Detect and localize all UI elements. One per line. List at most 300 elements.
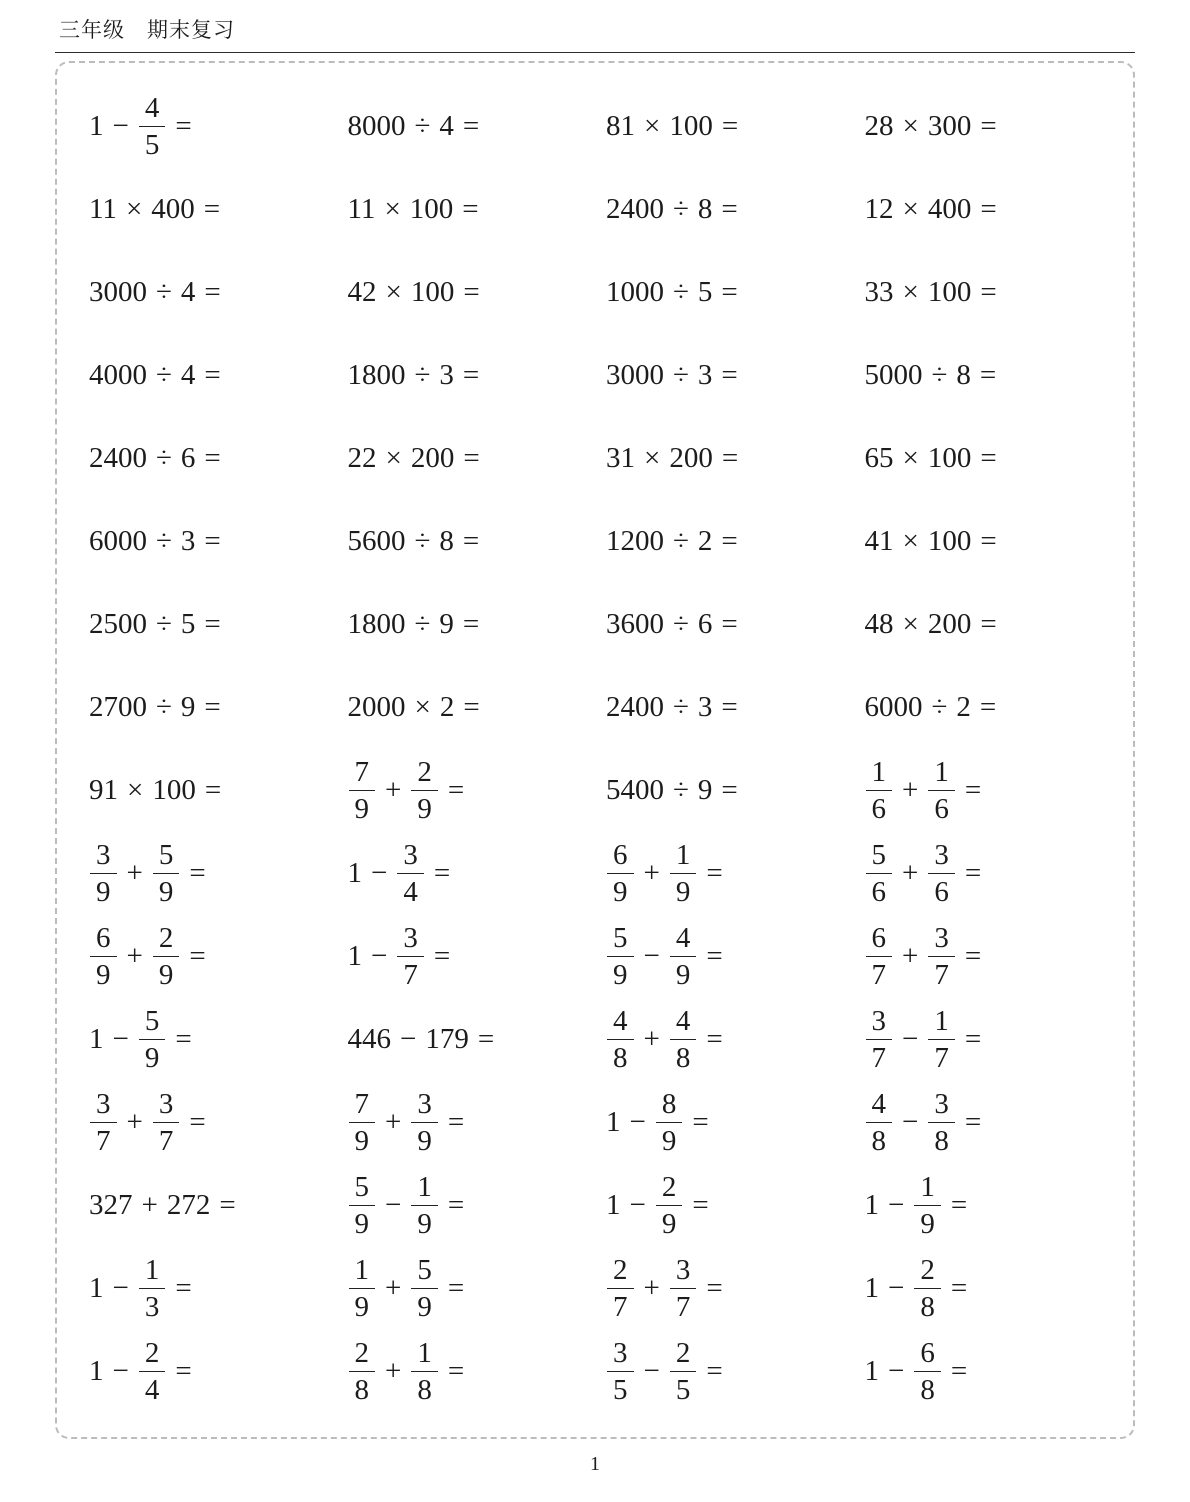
equals-sign: = (721, 276, 738, 308)
number: 4000 (89, 359, 147, 391)
equals-sign: = (189, 1106, 206, 1138)
fraction-denominator: 6 (871, 876, 886, 908)
number: 33 (864, 276, 894, 308)
fraction-numerator: 2 (670, 1337, 697, 1372)
fraction-denominator: 5 (144, 129, 160, 161)
fraction-denominator: 9 (96, 876, 111, 908)
problem (348, 835, 451, 913)
problem (89, 1333, 192, 1411)
number: 1 (89, 1355, 104, 1387)
fraction (411, 1088, 438, 1158)
fraction (928, 839, 955, 909)
number: 4 (180, 276, 196, 308)
number: 1 (347, 940, 362, 972)
fraction-numerator: 1 (928, 1005, 955, 1040)
equals-sign: = (463, 691, 480, 723)
problem (89, 918, 206, 996)
operator: + (385, 774, 402, 806)
equals-sign: = (219, 1189, 236, 1221)
operator: ÷ (156, 608, 172, 640)
equals-sign: = (204, 359, 221, 391)
fraction-denominator: 9 (354, 1291, 369, 1323)
number: 12 (864, 193, 894, 225)
number: 11 (89, 193, 117, 225)
equals-sign: = (463, 442, 480, 474)
number: 2400 (89, 442, 147, 474)
operator: − (112, 1272, 129, 1304)
fraction-numerator: 8 (656, 1088, 683, 1123)
problem (89, 521, 221, 562)
number: 42 (347, 276, 377, 308)
fraction-numerator: 1 (411, 1171, 438, 1206)
equals-sign: = (979, 359, 997, 391)
page-number: 1 (590, 1453, 600, 1475)
problem (89, 687, 221, 728)
problem (606, 1084, 709, 1162)
fraction (928, 1088, 955, 1158)
number: 2000 (347, 691, 406, 723)
number: 6 (697, 608, 713, 640)
problem (348, 1167, 465, 1245)
equals-sign: = (721, 691, 738, 723)
fraction-numerator: 2 (349, 1337, 376, 1372)
problem (348, 521, 480, 562)
equals-sign: = (462, 525, 480, 557)
equals-sign: = (721, 774, 738, 806)
problem (865, 1084, 982, 1162)
operator: ÷ (414, 525, 431, 557)
number: 2400 (606, 193, 664, 225)
fraction-numerator: 3 (411, 1088, 438, 1123)
fraction (914, 1254, 941, 1324)
equals-sign: = (980, 110, 997, 142)
header-title: 三年级 期末复习 (59, 18, 235, 42)
fraction (153, 839, 180, 909)
number: 3 (697, 359, 713, 391)
fraction (866, 1005, 893, 1075)
number: 2 (956, 691, 971, 723)
number: 272 (166, 1189, 211, 1221)
operator: ÷ (673, 359, 689, 391)
equals-sign: = (433, 857, 451, 889)
number: 48 (864, 608, 894, 640)
equals-sign: = (964, 857, 982, 889)
operator: + (643, 1023, 660, 1055)
problem (606, 355, 738, 396)
number: 3000 (89, 276, 147, 308)
number: 28 (864, 110, 894, 142)
fraction-numerator: 3 (153, 1088, 180, 1123)
number: 5400 (606, 774, 664, 806)
fraction-numerator: 2 (914, 1254, 941, 1289)
fraction (139, 1254, 166, 1324)
fraction-denominator: 9 (661, 1125, 677, 1157)
fraction-numerator: 3 (928, 922, 955, 957)
fraction-numerator: 1 (914, 1171, 941, 1206)
operator: − (371, 857, 388, 889)
equals-sign: = (204, 276, 221, 308)
fraction-denominator: 9 (417, 1125, 432, 1157)
equals-sign: = (189, 857, 206, 889)
operator: ÷ (414, 608, 431, 640)
operator: ÷ (156, 359, 172, 391)
fraction (90, 839, 117, 909)
fraction (139, 92, 166, 162)
problem (865, 272, 997, 313)
equals-sign: = (204, 525, 221, 557)
fraction-denominator: 9 (613, 876, 628, 908)
problem (865, 1001, 982, 1079)
fraction-denominator: 9 (661, 1208, 677, 1240)
operator: ÷ (414, 110, 431, 142)
fraction-numerator: 3 (397, 922, 424, 957)
equals-sign: = (950, 1355, 968, 1387)
fraction (914, 1337, 941, 1407)
fraction-denominator: 9 (96, 959, 111, 991)
fraction-denominator: 9 (354, 1125, 369, 1157)
problem (348, 752, 465, 830)
fraction-numerator: 7 (349, 1088, 376, 1123)
fraction-denominator: 8 (920, 1374, 935, 1406)
problem (348, 438, 480, 479)
equals-sign: = (950, 1272, 968, 1304)
fraction-denominator: 9 (920, 1208, 935, 1240)
problem (606, 770, 738, 811)
number: 200 (927, 608, 972, 640)
fraction-numerator: 4 (607, 1005, 634, 1040)
fraction-numerator: 1 (928, 756, 955, 791)
operator: × (385, 442, 402, 474)
fraction-numerator: 5 (866, 839, 893, 874)
fraction-numerator: 1 (411, 1337, 438, 1372)
problem (606, 1333, 723, 1411)
number: 100 (410, 276, 455, 308)
problem (865, 355, 997, 396)
operator: − (888, 1355, 905, 1387)
number: 1 (89, 110, 104, 142)
operator: − (400, 1023, 417, 1055)
fraction (411, 1171, 438, 1241)
operator: × (644, 442, 661, 474)
number: 1 (606, 1189, 621, 1221)
problem (89, 189, 220, 230)
problem (89, 770, 221, 811)
equals-sign: = (706, 1023, 723, 1055)
problem (89, 1250, 192, 1328)
equals-sign: = (721, 608, 738, 640)
fraction (670, 922, 697, 992)
number: 1 (89, 1023, 104, 1055)
number: 2400 (606, 691, 664, 723)
fraction-numerator: 5 (607, 922, 634, 957)
fraction-denominator: 6 (934, 793, 949, 825)
number: 1000 (606, 276, 664, 308)
fraction-denominator: 7 (675, 1291, 691, 1323)
operator: + (126, 940, 143, 972)
equals-sign: = (204, 691, 221, 723)
number: 1 (606, 1106, 621, 1138)
fraction-denominator: 6 (934, 876, 949, 908)
operator: − (902, 1023, 919, 1055)
equals-sign: = (692, 1106, 709, 1138)
problem (348, 918, 451, 996)
operator: ÷ (414, 359, 431, 391)
number: 4 (439, 110, 454, 142)
problem (348, 1250, 465, 1328)
operator: − (888, 1272, 905, 1304)
number: 3 (439, 359, 454, 391)
fraction-numerator: 1 (670, 839, 697, 874)
equals-sign: = (175, 1355, 192, 1387)
number: 100 (927, 525, 972, 557)
equals-sign: = (721, 442, 739, 474)
problem (89, 272, 221, 313)
number: 5600 (347, 525, 406, 557)
number: 6000 (89, 525, 147, 557)
problem (865, 521, 997, 562)
fraction-numerator: 4 (139, 92, 166, 127)
equals-sign: = (175, 1023, 192, 1055)
operator: − (629, 1189, 646, 1221)
fraction-denominator: 9 (417, 1291, 432, 1323)
fraction (914, 1171, 941, 1241)
fraction-denominator: 9 (613, 959, 628, 991)
problem (865, 1250, 968, 1328)
fraction-denominator: 8 (417, 1374, 432, 1406)
fraction-numerator: 4 (670, 1005, 697, 1040)
equals-sign: = (721, 193, 738, 225)
fraction-denominator: 4 (144, 1374, 160, 1406)
equals-sign: = (980, 276, 997, 308)
problem (606, 918, 723, 996)
fraction (411, 1254, 438, 1324)
fraction (397, 922, 424, 992)
problem (865, 752, 982, 830)
equals-sign: = (447, 1355, 465, 1387)
operator: − (112, 1023, 129, 1055)
operator: − (643, 940, 660, 972)
operator: ÷ (156, 691, 172, 723)
fraction-numerator: 1 (349, 1254, 376, 1289)
equals-sign: = (447, 1272, 465, 1304)
fraction (866, 1088, 893, 1158)
fraction (866, 756, 893, 826)
fraction-numerator: 5 (411, 1254, 438, 1289)
operator: × (902, 110, 919, 142)
operator: − (902, 1106, 919, 1138)
fraction-denominator: 7 (871, 959, 886, 991)
problem (865, 604, 997, 645)
fraction-numerator: 5 (349, 1171, 376, 1206)
number: 22 (347, 442, 377, 474)
problem (606, 1001, 723, 1079)
equals-sign: = (964, 1023, 982, 1055)
fraction-numerator: 5 (139, 1005, 166, 1040)
operator: − (629, 1106, 646, 1138)
operator: ÷ (931, 691, 948, 723)
problem (606, 189, 738, 230)
operator: − (112, 110, 129, 142)
equals-sign: = (980, 608, 997, 640)
equals-sign: = (692, 1189, 709, 1221)
number: 9 (180, 691, 196, 723)
equals-sign: = (706, 940, 723, 972)
fraction-denominator: 7 (158, 1125, 174, 1157)
fraction-numerator: 3 (866, 1005, 893, 1040)
operator: + (126, 1106, 143, 1138)
page-footer (0, 1453, 1190, 1496)
problem (348, 1084, 465, 1162)
fraction (607, 1005, 634, 1075)
equals-sign: = (477, 1023, 495, 1055)
problem (89, 1185, 236, 1226)
problem (89, 1001, 192, 1079)
fraction-denominator: 7 (403, 959, 418, 991)
fraction-denominator: 9 (675, 959, 691, 991)
operator: × (902, 608, 919, 640)
number: 2 (697, 525, 713, 557)
fraction-numerator: 7 (349, 756, 376, 791)
operator: × (384, 193, 401, 225)
fraction-numerator: 3 (607, 1337, 634, 1372)
number: 3 (180, 525, 196, 557)
fraction-numerator: 2 (607, 1254, 634, 1289)
operator: + (385, 1106, 402, 1138)
fraction (866, 922, 893, 992)
number: 100 (927, 442, 972, 474)
fraction-numerator: 3 (90, 1088, 117, 1123)
number: 8 (439, 525, 454, 557)
fraction-numerator: 5 (153, 839, 180, 874)
operator: − (112, 1355, 129, 1387)
equals-sign: = (203, 193, 221, 225)
number: 200 (410, 442, 455, 474)
fraction (139, 1337, 166, 1407)
fraction-denominator: 5 (675, 1374, 691, 1406)
operator: ÷ (673, 276, 689, 308)
operator: ÷ (673, 525, 689, 557)
problem (89, 835, 206, 913)
operator: ÷ (673, 691, 689, 723)
fraction-denominator: 8 (871, 1125, 886, 1157)
operator: × (902, 525, 919, 557)
fraction-denominator: 9 (354, 1208, 369, 1240)
page-header (55, 12, 1135, 53)
operator: ÷ (156, 525, 172, 557)
operator: ÷ (673, 608, 689, 640)
operator: + (643, 857, 660, 889)
fraction-denominator: 9 (144, 1042, 160, 1074)
fraction (928, 756, 955, 826)
equals-sign: = (462, 193, 479, 225)
operator: ÷ (156, 442, 172, 474)
number: 6000 (864, 691, 923, 723)
number: 1 (347, 857, 362, 889)
number: 9 (439, 608, 454, 640)
number: 5 (180, 608, 196, 640)
operator: − (371, 940, 388, 972)
number: 2 (439, 691, 455, 723)
fraction-denominator: 8 (613, 1042, 628, 1074)
operator: + (141, 1189, 158, 1221)
fraction (349, 1337, 376, 1407)
equals-sign: = (721, 525, 738, 557)
fraction-denominator: 5 (613, 1374, 628, 1406)
number: 327 (89, 1189, 133, 1221)
fraction-denominator: 7 (934, 959, 949, 991)
equals-sign: = (950, 1189, 968, 1221)
fraction-denominator: 6 (871, 793, 886, 825)
fraction-numerator: 2 (656, 1171, 683, 1206)
operator: × (902, 193, 919, 225)
fraction-denominator: 9 (417, 1208, 432, 1240)
fraction (153, 922, 180, 992)
equals-sign: = (706, 857, 723, 889)
fraction-numerator: 2 (153, 922, 180, 957)
equals-sign: = (980, 525, 997, 557)
fraction (139, 1005, 166, 1075)
operator: − (643, 1355, 660, 1387)
fraction-numerator: 1 (139, 1254, 166, 1289)
fraction-numerator: 6 (866, 922, 893, 957)
operator: × (125, 193, 143, 225)
fraction (670, 1005, 697, 1075)
operator: + (126, 857, 143, 889)
number: 4 (180, 359, 196, 391)
problem (348, 1019, 495, 1060)
number: 1 (89, 1272, 104, 1304)
operator: × (127, 774, 144, 806)
fraction (90, 1088, 117, 1158)
equals-sign: = (706, 1355, 723, 1387)
operator: × (644, 110, 661, 142)
operator: + (902, 940, 919, 972)
fraction (928, 922, 955, 992)
operator: + (385, 1355, 402, 1387)
fraction-denominator: 9 (354, 793, 369, 825)
number: 100 (927, 276, 972, 308)
fraction (607, 922, 634, 992)
fraction (607, 1337, 634, 1407)
equals-sign: = (447, 1106, 465, 1138)
number: 3600 (606, 608, 664, 640)
operator: × (902, 276, 919, 308)
problem (606, 438, 738, 479)
number: 3000 (606, 359, 664, 391)
problem (348, 1333, 465, 1411)
problem (348, 604, 480, 645)
problem (348, 355, 480, 396)
number: 31 (606, 442, 635, 474)
operator: ÷ (931, 359, 948, 391)
fraction (90, 922, 117, 992)
fraction-denominator: 7 (613, 1291, 628, 1323)
fraction-denominator: 7 (96, 1125, 111, 1157)
fraction-numerator: 2 (139, 1337, 166, 1372)
equals-sign: = (447, 1189, 465, 1221)
problem (865, 189, 997, 230)
operator: − (385, 1189, 402, 1221)
problem (865, 438, 997, 479)
number: 100 (669, 110, 713, 142)
number: 81 (606, 110, 635, 142)
equals-sign: = (447, 774, 465, 806)
equals-sign: = (980, 193, 997, 225)
number: 179 (425, 1023, 469, 1055)
problem (348, 272, 480, 313)
number: 6 (180, 442, 196, 474)
operator: ÷ (156, 276, 172, 308)
